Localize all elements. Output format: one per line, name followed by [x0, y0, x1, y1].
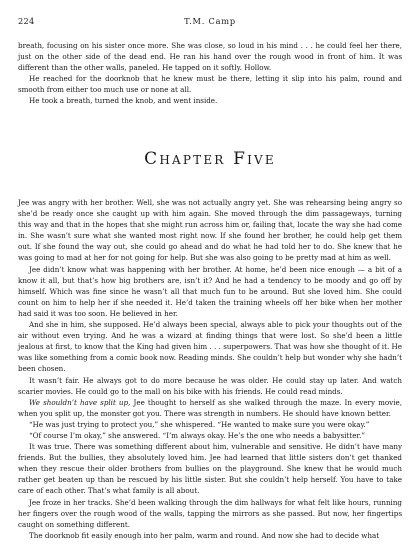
paragraph: breath, focusing on his sister once more. She was close, so loud in his mind . . . he could feel her there, just on the other side of the dead end. He ran his hand over the rough wood in front of him. It was different than the other walls, paneled. He tapped on it softly. Hollow. [18, 41, 402, 73]
running-head [18, 16, 402, 28]
running-title: T.M. Camp [184, 16, 236, 26]
paragraph: Jee was angry with her brother. Well, she was not actually angry yet. She was rehearsing being angry so she’d be ready once she caught up with him again. She moved through the dim passageways, turning this way and that in the hopes that she might run across him or, failing that, locate the way she had come in. She wasn’t sure what she wanted most right now. If she found her brother, he could help get them out. If she found the way out, she could go ahead and do what he had told her to do. She knew that he was going to mad at her for not going for help. But she was also going to be pretty mad at him as well. [18, 198, 402, 263]
paragraph: He took a breath, turned the knob, and went inside. [29, 96, 218, 106]
book-page [18, 0, 402, 544]
previous-chapter-text [18, 40, 402, 107]
paragraph: The doorknob fit easily enough into her palm, warm and round. And now she had to decide what [29, 530, 380, 540]
paragraph: It was true. There was something different about him, vulnerable and sensitive. He didn’t have many friends. But the bullies, they absolutely loved him. Jee had learned that little sisters don’t get thanked when they rescue their older brothers from bullies on the playground. She knew that he would much rather get beaten up than be rescued by his little sister. But she couldn’t help herself. You have to take care of each other. That’s what family is all about. [18, 442, 402, 496]
paragraph: Jee froze in her tracks. She’d been walking through the dim hallways for what felt like hours, running her fingers over the rough wood of the walls, tapping the mirrors as she passed. But now, her fingertips caught on something different. [18, 497, 402, 529]
paragraph: And she in him, she supposed. He’d always been special, always able to pick your thoughts out of the air without even trying. And he was a wizard at finding things that were lost. So she’d been a little jealous at first, to know that the King had given him . . . superpowers. That was how she thought of it. He was like something from a comic book now. Reading minds. She couldn’t help but wonder why she hadn’t been chosen. [18, 320, 402, 374]
chapter-text [18, 197, 402, 541]
paragraph-continuation: Jee thought to herself as she walked through the maze. In every movie, when you split up, the monster got you. There was strength in numbers. He should have known better. [18, 397, 402, 418]
paragraph: “Of course I’m okay,” she answered. “I’m always okay. He’s the one who needs a babysitter.” [29, 430, 365, 440]
paragraph [18, 397, 402, 419]
paragraph: Jee didn’t know what was happening with her brother. At home, he’d been nice enough — a bit of a know it all, but that’s how big brothers are, isn’t it? And he had a tendency to be moody and go off by himself. Which was fine since he wasn’t all that much fun to be around. But she loved him. She could count on him to help her if she needed it. He’d taken the training wheels off her bike when her mother had said it was too soon. He believed in her. [18, 264, 402, 318]
paragraph: “He was just trying to protect you,” she whispered. “He wanted to make sure you were okay.” [29, 419, 370, 429]
paragraph: He reached for the doorknob that he knew must be there, letting it slip into his palm, round and smooth from either too much use or none at all. [18, 74, 402, 95]
italic-thought: We shouldn’t have split up, [29, 397, 131, 407]
paragraph: It wasn’t fair. He always got to do more because he was older. He could stay up later. And watch scarier movies. He could go to the mall on his bike with his friends. He could read minds. [18, 375, 402, 396]
chapter-title: Chapter Five [144, 149, 276, 169]
page-number: 224 [18, 16, 35, 26]
